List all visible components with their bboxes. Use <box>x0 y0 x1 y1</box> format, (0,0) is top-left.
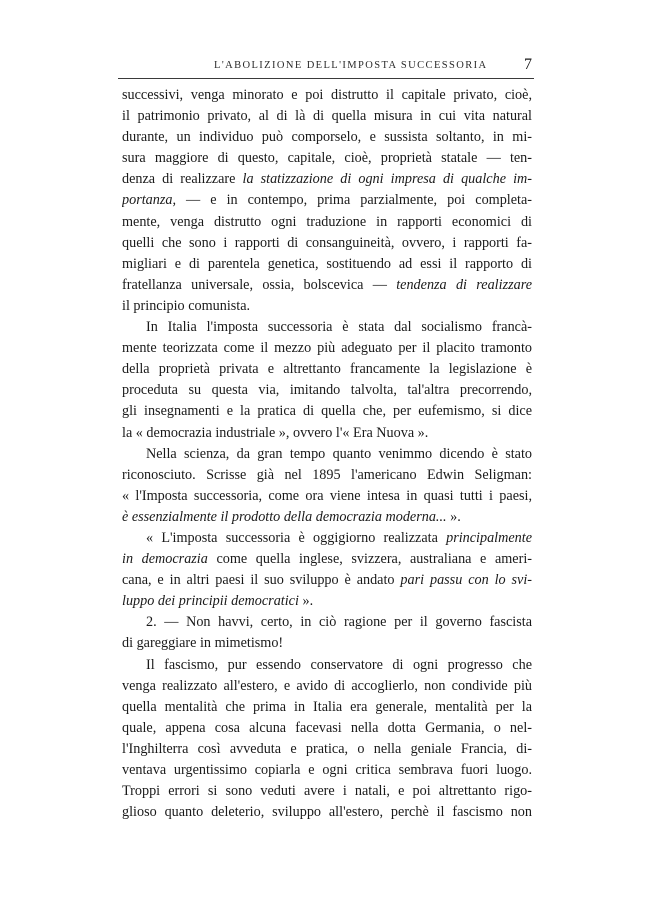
line-text: ventava urgentissimo copiarla e ogni critica sembrava fuori luogo. <box>122 762 532 778</box>
text-line <box>122 762 532 783</box>
line-text: la « democrazia industriale », ovvero l'« Era Nuova ». <box>122 424 429 441</box>
text-line <box>122 87 532 108</box>
text-line <box>122 319 532 340</box>
italic-text: è essenzialmente il prodotto della democrazia moderna... <box>122 508 447 525</box>
text-line <box>122 551 532 572</box>
body-text <box>122 87 532 825</box>
text-line <box>122 403 532 424</box>
text-line <box>122 171 532 192</box>
line-text: 2. — Non havvi, certo, in ciò ragione per il governo fascista <box>146 614 532 631</box>
text-line <box>122 530 532 551</box>
line-text: proceduta su questa via, imitando talvolta, tal'altra precorrendo, <box>122 382 532 399</box>
line-text: quella mentalità che prima in Italia era generale, mentalità per la <box>122 698 532 715</box>
text-line <box>122 277 532 298</box>
line-text: « l'Imposta successoria, come ora viene intesa in quasi tutti i paesi, <box>122 487 532 504</box>
text-line <box>122 467 532 488</box>
text-line <box>122 741 532 762</box>
running-header <box>118 58 534 78</box>
italic-text: luppo dei principii democratici <box>122 593 299 610</box>
italic-text: portanza, <box>122 192 176 209</box>
text-line <box>122 361 532 382</box>
line-text: durante, un individuo può comporselo, e sussista soltanto, in mi- <box>122 129 532 146</box>
text-line <box>122 614 532 635</box>
italic-text: principalmente <box>446 529 532 546</box>
line-text: — e in contempo, prima parzialmente, poi completa- <box>176 192 532 209</box>
text-line <box>122 593 532 614</box>
line-text: di gareggiare in mimetismo! <box>122 635 284 652</box>
page-number: 7 <box>524 56 532 73</box>
line-text: Troppi errori si sono veduti avere i natali, e poi altrettanto rigo- <box>122 783 532 800</box>
line-text: venga realizzato all'estero, e avido di accoglierlo, non condivide più <box>122 677 532 694</box>
line-text: fratellanza universale, ossia, bolscevica — <box>122 276 397 293</box>
line-text: « L'imposta successoria è oggigiorno realizzata <box>146 529 447 546</box>
text-line <box>122 256 532 277</box>
line-text: mente teorizzata come il mezzo più adeguato per il placito tramonto <box>122 340 532 357</box>
line-text: riconosciuto. Scrisse già nel 1895 l'americano Edwin Seligman: <box>122 466 532 483</box>
line-text: Nella scienza, da gran tempo quanto venimmo dicendo è stato <box>146 445 532 462</box>
line-text: il principio comunista. <box>122 297 251 314</box>
line-text: migliari e di parentela genetica, sostituendo ad essi il rapporto di <box>122 255 532 272</box>
text-line <box>122 235 532 256</box>
text-line <box>122 678 532 699</box>
line-text: sura maggiore di questo, capitale, cioè, proprietà statale — ten- <box>122 150 532 167</box>
line-text: Il fascismo, pur essendo conservatore di ogni progresso che <box>146 656 532 673</box>
line-text: mente, venga distrutto ogni traduzione in rapporti economici di <box>122 213 532 230</box>
line-text: ». <box>298 593 314 610</box>
italic-text: pari passu con lo svi- <box>400 572 532 589</box>
text-line <box>122 214 532 235</box>
text-line <box>122 720 532 741</box>
line-text: cana, e in altri paesi il suo sviluppo è andato <box>122 572 401 589</box>
text-line <box>122 382 532 403</box>
line-text: glioso quanto deleterio, sviluppo all'estero, perchè il fascismo non <box>122 804 532 821</box>
text-line <box>122 129 532 150</box>
text-line <box>122 699 532 720</box>
italic-text: tendenza di realizzare <box>396 276 532 293</box>
text-line <box>122 635 532 656</box>
text-line <box>122 488 532 509</box>
line-text: come quella inglese, svizzera, australiana e ameri- <box>207 551 532 568</box>
text-line <box>122 509 532 530</box>
text-line <box>122 192 532 213</box>
italic-text: la statizzazione di ogni impresa di qualche im- <box>242 171 532 188</box>
line-text: gli insegnamenti e la pratica di quella che, per eufemismo, si dice <box>122 403 532 420</box>
text-line <box>122 446 532 467</box>
line-text: il patrimonio privato, al di là di quella misura in cui vita natural <box>122 108 532 125</box>
text-line <box>122 657 532 678</box>
header-rule <box>118 78 534 79</box>
text-line <box>122 804 532 825</box>
text-line <box>122 340 532 361</box>
italic-text: in democrazia <box>122 551 208 568</box>
text-line <box>122 425 532 446</box>
line-text: l'Inghilterra così avveduta e pratica, o nella geniale Francia, di- <box>122 740 532 757</box>
text-line <box>122 108 532 129</box>
line-text: In Italia l'imposta successoria è stata dal socialismo francà- <box>146 319 532 336</box>
text-line <box>122 298 532 319</box>
line-text: quale, appena cosa alcuna facevasi nella dotta Germania, o nel- <box>122 719 532 736</box>
running-title: L'ABOLIZIONE DELL'IMPOSTA SUCCESSORIA <box>214 60 488 71</box>
text-line <box>122 783 532 804</box>
line-text: della proprietà privata e altrettanto francamente la legislazione è <box>122 361 532 378</box>
line-text: successivi, venga minorato e poi distrutto il capitale privato, cioè, <box>122 87 532 103</box>
text-line <box>122 150 532 171</box>
line-text: denza di realizzare <box>122 171 243 188</box>
text-line <box>122 572 532 593</box>
line-text: ». <box>446 508 461 525</box>
line-text: quelli che sono i rapporti di consanguineità, ovvero, i rapporti fa- <box>122 234 532 251</box>
